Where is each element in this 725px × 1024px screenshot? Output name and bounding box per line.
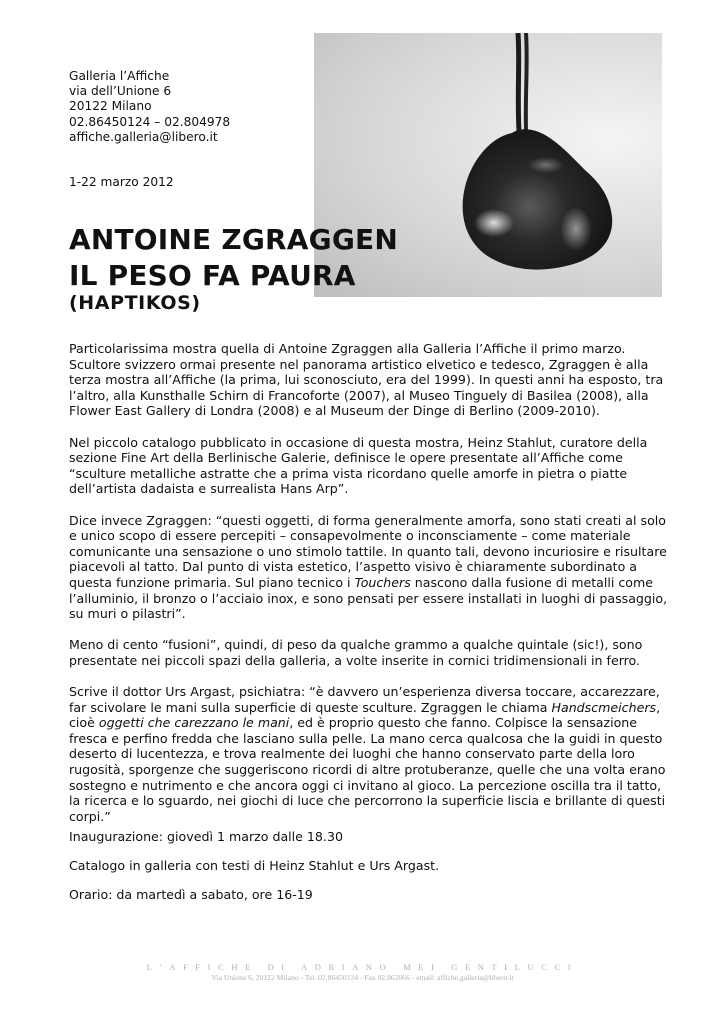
text-segment: , ed è proprio questo che fanno. Colpisce la sensazione [289,715,638,731]
text-line: Nel piccolo catalogo pubblicato in occasione di questa mostra, Heinz Stahlut, curatore della [69,434,648,450]
exhibition-dates: 1-22 marzo 2012 [69,175,174,189]
text-line: presentate nei piccoli spazi della galleria, a volte inserite in cornici tridimensionali in ferro. [69,652,641,668]
paragraph-fusions [69,637,649,668]
text-line: Scultore svizzero ormai presente nel panorama artistico elvetico e tedesco, Zgraggen è alla [69,356,649,372]
text-segment: , [656,699,661,715]
text-line: comunicante una sensazione o uno stimolo tattile. In quanto tali, devono incuriosire e risultare [69,543,667,559]
text-segment: cioè [69,715,99,731]
text-line: su muri o pilastri”. [69,606,186,622]
text-line [69,574,654,591]
gallery-street: via dell’Unione 6 [69,84,172,99]
page-footer [0,961,725,983]
footer-address: Via Unione 6, 20122 Milano - Tel. 02.86450124 - Fax 02.862866 - email: affiche.galleria@libero.it [211,973,514,982]
text-line: Dice invece Zgraggen: “questi oggetti, di forma generalmente amorfa, sono stati creati al solo [69,512,666,528]
paragraph-psychiatrist-quote [69,684,666,824]
text-line [69,715,649,731]
text-line [69,699,661,716]
footer-brand: L’AFFICHE DI ADRIANO MEI GENTILUCCI [146,962,579,972]
text-line: e unico scopo di essere percepiti – consapevolmente o inconsciamente – come materiale [69,528,631,544]
text-line: piacevoli al tatto. Dal punto di vista estetico, l’aspetto visivo è chiaramente subordinato a [69,559,638,575]
text-line: Scrive il dottor Urs Argast, psichiatra: “è davvero un’esperienza diversa toccare, accarezzare, [69,684,660,700]
gallery-contact [69,69,230,145]
gallery-name: Galleria l’Affiche [69,69,170,83]
text-line: l’altro, alla Kunsthalle Schirn di Francoforte (2007), al Museo Tinguely di Basilea (2008), alla [69,387,649,403]
gallery-phone: 02.86450124 – 02.804978 [69,114,231,129]
text-line: l’alluminio, il bronzo o l’acciaio inox, e sono pensati per essere installati in luoghi di passaggio, [69,590,668,606]
italic-term: Touchers [354,574,411,590]
text-line: deserto di lucentezza, e trova realmente dei luoghi che hanno conservato parte della loro [69,746,635,762]
catalog-info: Catalogo in galleria con testi di Heinz Stahlut e Urs Argast. [69,857,440,873]
text-line: Particolarissima mostra quella di Antoine Zgraggen alla Galleria l’Affiche il primo marzo. [69,341,626,356]
text-line: sezione Fine Art della Berlinische Galerie, definisce le opere presentate all’Affiche come [69,450,623,466]
text-line: terza mostra all’Affiche (la prima, lui sconosciuto, era del 1999). In questi anni ha esposto, tra [69,372,664,388]
text-segment: nascono dalla fusione di metalli come [410,574,654,590]
paragraph-catalog [69,435,649,497]
text-line: la ricerca e lo sguardo, nei giochi di luce che percorrono la superficie liscia e brillante di questi [69,793,666,809]
text-segment: far scivolare le mani sulla superficie di queste sculture. Zgraggen le chiama [69,699,552,715]
italic-term: oggetti che carezzano le mani [98,715,290,731]
page-subtitle: (HAPTIKOS) [69,292,201,314]
text-line: sostegno e nutrimento e che ancora oggi ci invitano al gioco. La percezione oscilla tra il tatto, [69,777,662,793]
gallery-city: 20122 Milano [69,99,152,114]
text-line: dell’artista dadaista e surrealista Hans Arp”. [69,481,349,497]
event-info [69,829,439,916]
title-exhibition: IL PESO FA PAURA [69,259,356,292]
gallery-email: affiche.galleria@libero.it [69,129,218,144]
hours-info: Orario: da martedì a sabato, ore 16-19 [69,886,313,902]
text-line: corpi.” [69,808,111,824]
text-segment: questa funzione primaria. Sul piano tecnico i [69,574,355,590]
text-line: rugosità, sporgenze che suggeriscono ricordi di altre protuberanze, quelle che una volta erano [69,762,666,778]
press-text [69,341,668,840]
text-line: Flower East Gallery di Londra (2008) e al Museum der Dinge di Berlino (2009-2010). [69,403,600,419]
text-line: Meno di cento “fusioni”, quindi, di peso da qualche grammo a qualche quintale (sic!), sono [69,637,643,653]
paragraph-intro [69,341,664,419]
paragraph-artist-quote [69,512,668,622]
page-title [69,222,398,294]
title-artist: ANTOINE ZGRAGGEN [69,223,398,256]
italic-term: Handscmeichers [551,699,657,715]
text-line: fresca e perfino fredda che lasciano sulla pelle. La mano cerca qualcosa che la guidi in questo [69,730,663,746]
text-line: “sculture metalliche astratte che a prima vista ricordano quelle amorfe in pietra o piatte [69,465,628,481]
opening-info: Inaugurazione: giovedì 1 marzo dalle 18.30 [69,829,343,844]
